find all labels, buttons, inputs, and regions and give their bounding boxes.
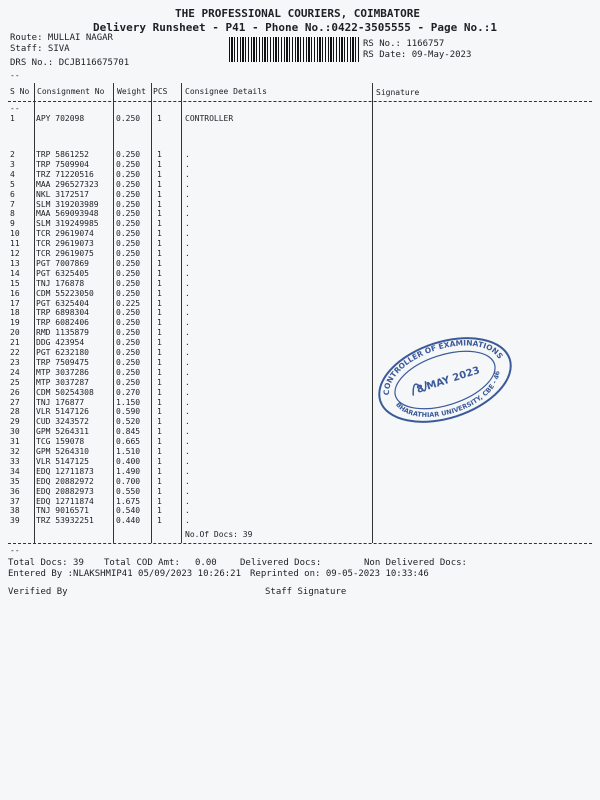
row-consignment: RMD 1135879 (36, 328, 89, 338)
row-details: . (185, 159, 190, 169)
table-row (0, 180, 600, 190)
row-pcs: 1 (157, 456, 162, 466)
row-details: . (185, 308, 190, 318)
row-consignment: NKL 3172517 (36, 189, 89, 199)
row-pcs: 1 (157, 298, 162, 308)
row-consignment: TRP 7509475 (36, 357, 89, 367)
row-weight: 0.250 (116, 357, 141, 367)
row-details: . (185, 496, 190, 506)
row-weight: 0.225 (116, 298, 141, 308)
row-pcs: 1 (157, 427, 162, 437)
stamp-bottom-text: BHARATHIAR UNIVERSITY, CBE - 46 (394, 370, 502, 420)
row-weight: 0.540 (116, 506, 141, 516)
table-row (0, 497, 600, 507)
row-sno: 17 (10, 298, 20, 308)
row-weight: 0.250 (116, 288, 141, 298)
staff-label: Staff: SIVA (10, 44, 70, 54)
row-pcs: 1 (157, 417, 162, 427)
row-sno: 29 (10, 417, 20, 427)
row-details: . (185, 288, 190, 298)
row-consignment: DDG 423954 (36, 338, 85, 348)
col-pcs: PCS (153, 87, 168, 96)
table-row (0, 308, 600, 318)
table-row (0, 289, 600, 299)
row-details: . (185, 229, 190, 239)
row-details: . (185, 456, 190, 466)
row-weight: 0.250 (116, 229, 141, 239)
row-weight: 1.510 (116, 447, 141, 456)
row-consignment: EDQ 12711874 (36, 496, 94, 506)
row-sno: 34 (10, 466, 20, 476)
row-weight: 0.700 (116, 476, 141, 486)
row-sno: 35 (10, 476, 20, 486)
runsheet-title: Delivery Runsheet - P41 - Phone No.:0422-3505555 - Page No.:1 (93, 21, 497, 34)
table-row (0, 467, 600, 477)
table-row (0, 190, 600, 200)
non-delivered-docs: Non Delivered Docs: (364, 558, 467, 568)
rs-date: RS Date: 09-May-2023 (363, 50, 472, 60)
delivered-docs: Delivered Docs: (240, 558, 322, 568)
row-sno: 39 (10, 516, 20, 526)
row-consignment: TCR 29619073 (36, 239, 94, 249)
row-sno: 14 (10, 268, 20, 278)
row-pcs: 1 (157, 476, 162, 486)
row-sno: 13 (10, 258, 20, 268)
row-details: . (185, 427, 190, 437)
reprinted-on: Reprinted on: 09-05-2023 10:33:46 (250, 569, 429, 579)
row-pcs: 1 (157, 150, 162, 159)
row-sno: 30 (10, 427, 20, 437)
row-pcs: 1 (157, 387, 162, 397)
row-consignment: TRP 7509904 (36, 159, 89, 169)
row-pcs: 1 (157, 229, 162, 239)
company-title: THE PROFESSIONAL COURIERS, COIMBATORE (175, 7, 421, 20)
row-weight: 0.270 (116, 387, 141, 397)
row-pcs: 1 (157, 258, 162, 268)
table-row (0, 506, 600, 516)
row-consignment: EDQ 20882972 (36, 476, 94, 486)
row-details: . (185, 298, 190, 308)
row-sno: 33 (10, 456, 20, 466)
row-details: . (185, 328, 190, 338)
barcode (229, 37, 359, 62)
row-sno: 16 (10, 288, 20, 298)
row-consignment: TCG 159078 (36, 437, 85, 447)
row-weight: 0.250 (116, 348, 141, 357)
row-weight: 0.250 (116, 328, 141, 338)
row-weight: 0.250 (116, 179, 141, 189)
table-row (0, 239, 600, 249)
row-details: . (185, 407, 190, 417)
row-sno: 5 (10, 179, 15, 189)
row-consignment: VLR 5147126 (36, 407, 89, 417)
row-weight: 0.440 (116, 516, 141, 526)
row-consignment: TRP 6898304 (36, 308, 89, 318)
row-consignment: MAA 569093948 (36, 209, 99, 219)
row-pcs: 1 (157, 338, 162, 348)
row-weight: 0.400 (116, 456, 141, 466)
table-row (0, 477, 600, 487)
row-consignment: GPM 5264310 (36, 447, 89, 456)
table-row (0, 447, 600, 457)
row-details: . (185, 338, 190, 348)
row-pcs: 1 (157, 496, 162, 506)
row-consignment: MTP 3037287 (36, 377, 89, 387)
row-weight: 0.550 (116, 486, 141, 496)
row-pcs: 1 (157, 189, 162, 199)
footer-rule (8, 543, 592, 544)
row-consignment: TRP 5861252 (36, 150, 89, 159)
table-row (0, 457, 600, 467)
col-sno: S No (10, 87, 30, 96)
row-pcs: 1 (157, 437, 162, 447)
header-rule (8, 101, 592, 102)
row-pcs: 1 (157, 377, 162, 387)
row-consignment: TNJ 176878 (36, 278, 85, 288)
row-details: . (185, 466, 190, 476)
col-details: Consignee Details (185, 87, 267, 96)
total-cod-value: 0.00 (195, 558, 217, 568)
total-cod-label: Total COD Amt: (104, 558, 180, 568)
row-consignment: SLM 319203989 (36, 199, 99, 209)
table-row (0, 170, 600, 180)
row-pcs: 1 (157, 169, 162, 179)
row-consignment: TNJ 176877 (36, 397, 85, 407)
row-weight: 0.250 (116, 318, 141, 328)
row-sno: 10 (10, 229, 20, 239)
table-row (0, 209, 600, 219)
row-weight: 0.845 (116, 427, 141, 437)
row-details: . (185, 506, 190, 516)
table-row (0, 318, 600, 328)
row-consignment: MAA 296527323 (36, 179, 99, 189)
table-row (0, 269, 600, 279)
table-row (0, 259, 600, 269)
row-pcs: 1 (157, 407, 162, 417)
row-weight: 0.250 (116, 338, 141, 348)
row-consignment: TCR 29619075 (36, 249, 94, 258)
row-consignment: PGT 7007869 (36, 258, 89, 268)
row-pcs: 1 (157, 357, 162, 367)
row-weight: 0.250 (116, 268, 141, 278)
row-pcs: 1 (157, 268, 162, 278)
row-pcs: 1 (157, 249, 162, 258)
total-docs: Total Docs: 39 (8, 558, 84, 568)
row-sno: 24 (10, 367, 20, 377)
stamp-date: 8 MAY 2023 (415, 365, 482, 396)
rs-number: RS No.: 1166757 (363, 39, 445, 49)
table-row (0, 279, 600, 289)
verified-by: Verified By (8, 587, 68, 597)
row-weight: 0.590 (116, 407, 141, 417)
row-pcs: 1 (157, 114, 162, 123)
stamp-top-text: CONTROLLER OF EXAMINATIONS (381, 338, 505, 396)
row-consignment: TNJ 9016571 (36, 506, 89, 516)
row-details: . (185, 516, 190, 526)
row-pcs: 1 (157, 506, 162, 516)
row-consignment: EDQ 20882973 (36, 486, 94, 496)
table-row (0, 114, 600, 124)
row-details: . (185, 417, 190, 427)
col-consignment: Consignment No (37, 87, 105, 96)
row-consignment: PGT 6325404 (36, 298, 89, 308)
row-weight: 0.250 (116, 219, 141, 229)
table-row (0, 200, 600, 210)
row-details: . (185, 348, 190, 357)
row-sno: 12 (10, 249, 20, 258)
table-row (0, 160, 600, 170)
row-weight: 0.250 (116, 169, 141, 179)
row-sno: 38 (10, 506, 20, 516)
table-row (0, 150, 600, 160)
row-pcs: 1 (157, 308, 162, 318)
row-pcs: 1 (157, 209, 162, 219)
no-of-docs: No.Of Docs: 39 (185, 530, 253, 539)
row-details: . (185, 249, 190, 258)
row-details: . (185, 476, 190, 486)
row-consignment: APY 702098 (36, 114, 85, 123)
row-sno: 31 (10, 437, 20, 447)
col-weight: Weight (117, 87, 146, 96)
row-sno: 18 (10, 308, 20, 318)
row-consignment: CDM 50254308 (36, 387, 94, 397)
row-weight: 0.250 (116, 209, 141, 219)
row-pcs: 1 (157, 318, 162, 328)
row-weight: 0.250 (116, 159, 141, 169)
row-sno: 2 (10, 150, 15, 159)
row-weight: 0.250 (116, 249, 141, 258)
row-pcs: 1 (157, 159, 162, 169)
row-consignment: CUD 3243572 (36, 417, 89, 427)
row-pcs: 1 (157, 447, 162, 456)
row-sno: 3 (10, 159, 15, 169)
row-details: . (185, 278, 190, 288)
row-pcs: 1 (157, 239, 162, 249)
row-consignment: TRZ 71220516 (36, 169, 94, 179)
row-sno: 1 (10, 114, 15, 123)
col-signature: Signature (376, 88, 420, 97)
row-consignment: VLR 5147125 (36, 456, 89, 466)
row-sno: 8 (10, 209, 15, 219)
row-sno: 32 (10, 447, 20, 456)
drs-number: DRS No.: DCJB116675701 (10, 58, 130, 68)
row-consignment: MTP 3037286 (36, 367, 89, 377)
row-consignment: EDQ 12711873 (36, 466, 94, 476)
row-sno: 22 (10, 348, 20, 357)
row-details: . (185, 209, 190, 219)
row-weight: 0.250 (116, 258, 141, 268)
row-sno: 28 (10, 407, 20, 417)
row-sno: 11 (10, 239, 20, 249)
table-row (0, 229, 600, 239)
row-sno: 6 (10, 189, 15, 199)
row-sno: 20 (10, 328, 20, 338)
row-consignment: SLM 319249985 (36, 219, 99, 229)
row-details: . (185, 268, 190, 278)
row-sno: 37 (10, 496, 20, 506)
row-weight: 1.150 (116, 397, 141, 407)
row-details: . (185, 357, 190, 367)
row-consignment: PGT 6325405 (36, 268, 89, 278)
row-weight: 0.250 (116, 189, 141, 199)
row-pcs: 1 (157, 367, 162, 377)
row-details: . (185, 437, 190, 447)
row-details: . (185, 239, 190, 249)
row-details: . (185, 169, 190, 179)
row-details: . (185, 199, 190, 209)
row-details: . (185, 377, 190, 387)
table-row (0, 487, 600, 497)
row-details: . (185, 367, 190, 377)
row-pcs: 1 (157, 486, 162, 496)
entered-by: Entered By :NLAKSHMIP41 05/09/2023 10:26:21 (8, 569, 241, 579)
row-weight: 0.665 (116, 437, 141, 447)
row-sno: 27 (10, 397, 20, 407)
row-weight: 0.250 (116, 308, 141, 318)
table-row (0, 516, 600, 526)
table-row (0, 437, 600, 447)
row-details: . (185, 397, 190, 407)
row-weight: 1.490 (116, 466, 141, 476)
row-sno: 26 (10, 387, 20, 397)
row-weight: 0.250 (116, 114, 141, 123)
row-details: . (185, 219, 190, 229)
row-weight: 0.250 (116, 239, 141, 249)
row-pcs: 1 (157, 278, 162, 288)
row-sno: 15 (10, 278, 20, 288)
row-details: . (185, 318, 190, 328)
row-sno: 9 (10, 219, 15, 229)
row-weight: 0.250 (116, 367, 141, 377)
row-consignment: TCR 29619074 (36, 229, 94, 239)
row-weight: 0.520 (116, 417, 141, 427)
row-weight: 0.250 (116, 278, 141, 288)
row-sno: 36 (10, 486, 20, 496)
row-sno: 7 (10, 199, 15, 209)
row-consignment: PGT 6232180 (36, 348, 89, 357)
row-consignment: CDM 55223050 (36, 288, 94, 298)
route-label: Route: MULLAI NAGAR (10, 33, 113, 43)
row-details: . (185, 189, 190, 199)
row-details: . (185, 486, 190, 496)
row-pcs: 1 (157, 219, 162, 229)
row-pcs: 1 (157, 397, 162, 407)
table-row (0, 249, 600, 259)
row-sno: 25 (10, 377, 20, 387)
row-pcs: 1 (157, 516, 162, 526)
row-pcs: 1 (157, 328, 162, 338)
row-weight: 0.250 (116, 377, 141, 387)
row-sno: 19 (10, 318, 20, 328)
row-pcs: 1 (157, 288, 162, 298)
staff-signature: Staff Signature (265, 587, 347, 597)
row-sno: 21 (10, 338, 20, 348)
row-details: . (185, 150, 190, 159)
table-row (0, 219, 600, 229)
row-sno: 23 (10, 357, 20, 367)
row-consignment: GPM 5264311 (36, 427, 89, 437)
university-stamp (370, 330, 520, 430)
row-weight: 1.675 (116, 496, 141, 506)
table-row (0, 299, 600, 309)
row-weight: 0.250 (116, 199, 141, 209)
row-consignment: TRZ 53932251 (36, 516, 94, 526)
row-pcs: 1 (157, 466, 162, 476)
row-details: CONTROLLER (185, 114, 234, 123)
row-consignment: TRP 6082406 (36, 318, 89, 328)
row-details: . (185, 447, 190, 456)
row-pcs: 1 (157, 179, 162, 189)
row-details: . (185, 387, 190, 397)
row-pcs: 1 (157, 199, 162, 209)
row-details: . (185, 179, 190, 189)
row-weight: 0.250 (116, 150, 141, 159)
row-sno: 4 (10, 169, 15, 179)
row-pcs: 1 (157, 348, 162, 357)
row-details: . (185, 258, 190, 268)
